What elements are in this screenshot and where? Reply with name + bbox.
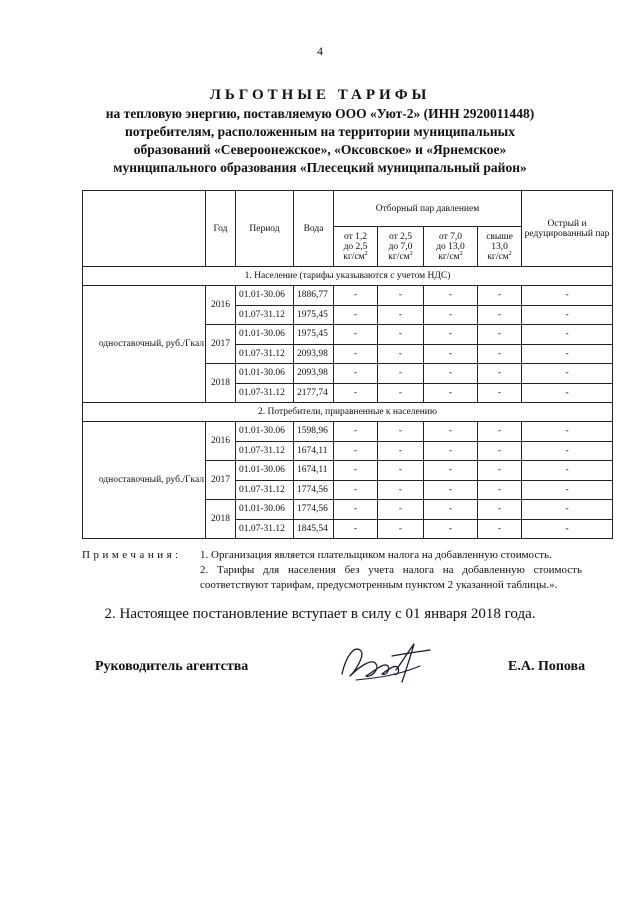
title-line: образований «Североонежское», «Оксовское» и «Ярнемское» [133,142,507,157]
water-cell: 1674,11 [294,441,334,461]
water-cell: 1845,54 [294,519,334,539]
steam-4-cell: - [478,383,522,403]
steam-1-cell: - [334,461,378,481]
header-water: Вода [294,191,334,267]
steam-1-cell: - [334,305,378,325]
sharp-steam-cell: - [522,519,613,539]
steam-2-cell: - [378,480,424,500]
period-cell: 01.07-31.12 [236,305,294,325]
water-cell: 1674,11 [294,461,334,481]
period-cell: 01.01-30.06 [236,325,294,345]
sharp-steam-cell: - [522,383,613,403]
steam-3-cell: - [424,383,478,403]
water-cell: 1598,96 [294,422,334,442]
sharp-steam-cell: - [522,480,613,500]
steam-3-cell: - [424,325,478,345]
steam-3-cell: - [424,519,478,539]
sharp-steam-cell: - [522,500,613,520]
header-steam-3: от 7,0 до 13,0 $кг/см^2$ [424,227,478,267]
steam-2-cell: - [378,325,424,345]
title-line: муниципального образования «Плесецкий муниципальный район» [113,160,527,175]
header-steam-1: от 1,2 до 2,5 $кг/см^2$ [334,227,378,267]
period-cell: 01.07-31.12 [236,519,294,539]
steam-4-cell: - [478,461,522,481]
steam-1-cell: - [334,325,378,345]
table-row [83,422,613,442]
steam-4-cell: - [478,519,522,539]
page-number: 4 [317,44,323,58]
steam-4-cell: - [478,364,522,384]
steam-2-cell: - [378,500,424,520]
header-sharp-steam: Острый и редуцированный пар [522,191,613,267]
water-cell: 2093,98 [294,364,334,384]
sharp-steam-cell: - [522,305,613,325]
steam-2-cell: - [378,519,424,539]
year-cell: 2018 [206,500,236,539]
period-cell: 01.07-31.12 [236,344,294,364]
notes-label: Примечания: [82,549,182,561]
steam-3-cell: - [424,422,478,442]
tariff-name: одноставочный, руб./Гкал [83,286,206,403]
steam-1-cell: - [334,364,378,384]
sharp-steam-cell: - [522,344,613,364]
steam-3-cell: - [424,441,478,461]
section-title: 2. Потребители, приравненные к населению [83,403,613,422]
period-cell: 01.01-30.06 [236,500,294,520]
year-cell: 2018 [206,364,236,403]
sharp-steam-cell: - [522,422,613,442]
steam-2-cell: - [378,305,424,325]
steam-2-cell: - [378,383,424,403]
water-cell: 2093,98 [294,344,334,364]
steam-3-cell: - [424,500,478,520]
steam-2-cell: - [378,344,424,364]
steam-4-cell: - [478,441,522,461]
header-steam-4: свыше 13,0 $кг/см^2$ [478,227,522,267]
header-period: Период [236,191,294,267]
period-cell: 01.01-30.06 [236,364,294,384]
water-cell: 1886,77 [294,286,334,306]
header-tariff-blank [83,191,206,267]
title-line: потребителям, расположенным на территории муниципальных [125,124,515,139]
decree-clause: 2. Настоящее постановление вступает в силу с 01 января 2018 года. [104,606,536,622]
table-row [83,286,613,306]
steam-1-cell: - [334,500,378,520]
sharp-steam-cell: - [522,461,613,481]
steam-3-cell: - [424,286,478,306]
steam-3-cell: - [424,480,478,500]
water-cell: 2177,74 [294,383,334,403]
handwritten-signature [336,636,436,688]
note-item: 2. Тарифы для населения без учета налога на добавленную стоимость соответствуют тарифам, предусмотренным пунктом 2 указанной таблицы.». [200,564,582,591]
sharp-steam-cell: - [522,441,613,461]
steam-2-cell: - [378,422,424,442]
steam-2-cell: - [378,461,424,481]
steam-3-cell: - [424,364,478,384]
signatory-position: Руководитель агентства [95,659,249,674]
steam-4-cell: - [478,305,522,325]
signatory-name: Е.А. Попова [508,659,586,674]
table-header-row [83,191,613,227]
steam-4-cell: - [478,325,522,345]
steam-1-cell: - [334,383,378,403]
steam-1-cell: - [334,441,378,461]
title-main: ЛЬГОТНЫЕ ТАРИФЫ [209,87,431,103]
steam-4-cell: - [478,286,522,306]
steam-2-cell: - [378,286,424,306]
period-cell: 01.07-31.12 [236,441,294,461]
steam-3-cell: - [424,344,478,364]
period-cell: 01.07-31.12 [236,480,294,500]
header-year: Год [206,191,236,267]
year-cell: 2016 [206,422,236,461]
tariffs-table [82,190,613,539]
header-steam-group: Отборный пар давлением [334,191,522,227]
section-title-row [83,403,613,422]
tariff-name: одноставочный, руб./Гкал [83,422,206,539]
period-cell: 01.01-30.06 [236,461,294,481]
section-title: 1. Население (тарифы указываются с учетом НДС) [83,267,613,286]
water-cell: 1774,56 [294,500,334,520]
section-title-row [83,267,613,286]
steam-3-cell: - [424,305,478,325]
title-line: на тепловую энергию, поставляемую ООО «Уют-2» (ИНН 2920011448) [105,106,535,121]
year-cell: 2017 [206,325,236,364]
year-cell: 2016 [206,286,236,325]
document-title [40,86,600,177]
sharp-steam-cell: - [522,364,613,384]
period-cell: 01.01-30.06 [236,422,294,442]
steam-2-cell: - [378,364,424,384]
steam-3-cell: - [424,461,478,481]
sharp-steam-cell: - [522,286,613,306]
water-cell: 1774,56 [294,480,334,500]
water-cell: 1975,45 [294,325,334,345]
steam-1-cell: - [334,519,378,539]
steam-1-cell: - [334,344,378,364]
steam-1-cell: - [334,286,378,306]
steam-4-cell: - [478,480,522,500]
header-steam-2: от 2,5 до 7,0 $кг/см^2$ [378,227,424,267]
period-cell: 01.01-30.06 [236,286,294,306]
steam-4-cell: - [478,422,522,442]
note-item: 1. Организация является плательщиком налога на добавленную стоимость. [200,549,552,561]
period-cell: 01.07-31.12 [236,383,294,403]
steam-1-cell: - [334,480,378,500]
steam-1-cell: - [334,422,378,442]
water-cell: 1975,45 [294,305,334,325]
year-cell: 2017 [206,461,236,500]
steam-4-cell: - [478,500,522,520]
sharp-steam-cell: - [522,325,613,345]
steam-2-cell: - [378,441,424,461]
steam-4-cell: - [478,344,522,364]
notes-items [200,548,582,593]
